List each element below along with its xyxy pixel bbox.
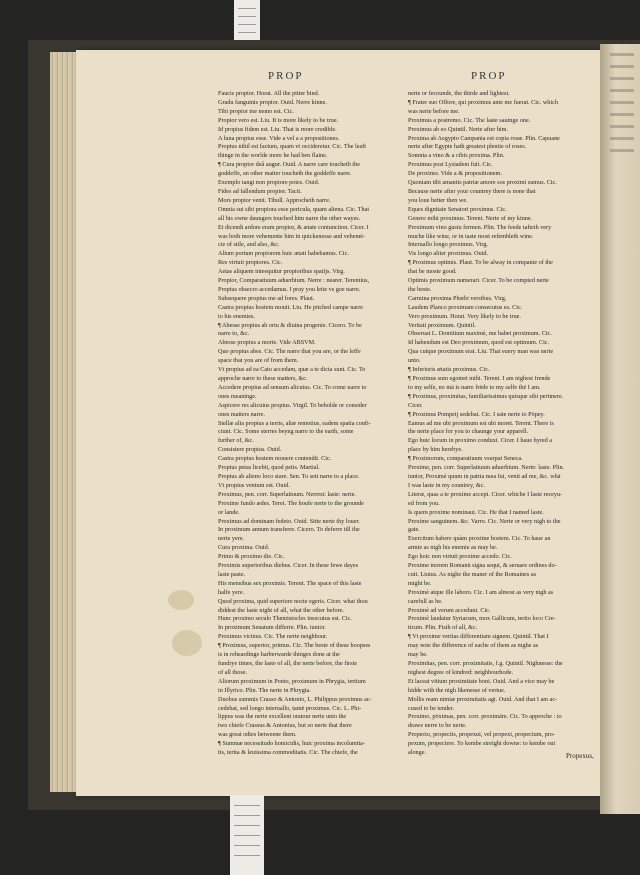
text-line: Ego huic locum in proximo conduxi. Cicer. I haue hyred a [408, 437, 552, 445]
text-line: laste paste. [218, 570, 246, 578]
text-line: narre to, &c. [218, 330, 250, 338]
text-line: Exercitum habere quàm proxime hostem. Cic. To haue an [408, 535, 551, 543]
paper-stain [172, 630, 202, 656]
text-line: lippus was the nerte excellent oratour nerte unto the [218, 713, 347, 721]
text-line: Proxime fundo ædes. Teret. The houfe nerte to the grounde [218, 499, 364, 507]
text-line: was great odtes betweene them. [218, 731, 297, 739]
text-line: thinge in the worlde more he had ben flaine. [218, 152, 328, 160]
text-line: to his enemies. [218, 312, 255, 320]
text-line: hidde with the nigh likenesse of vertue. [408, 686, 506, 694]
text-line: Propior vero est. Liu. It is more likely to be true. [218, 116, 339, 124]
text-line: Proximus ab eo Quintil. Nerte after him. [408, 125, 509, 133]
text-line: alonge. [408, 749, 427, 757]
text-line: the nerte place for you to chaunge your apparell. [408, 428, 529, 436]
text-line: Exemplo tangi non propiore potes. Ouid. [218, 179, 320, 187]
text-line: Castra propius hostem mouere contendit. Cic. [218, 455, 332, 463]
text-line: ¶ Proximus, proximitas, familiarissimus quisque sibi pertinere. [408, 392, 564, 400]
text-line: that be moste good. [408, 268, 457, 276]
text-line: Proximus vicinus. Cic. The nerte neighbour. [218, 633, 328, 641]
text-line: further of, &c. [218, 437, 254, 445]
text-line: Quoniam tibi amantis patriæ amore sos proximi sumus. Cic. [408, 179, 557, 187]
text-line: Obseruat L. Domitium maximè, me habet proximum. Cic. [408, 330, 552, 338]
text-line: iunior, Proximè quum in patria mea fui, venit ad me, &c. whā [408, 472, 561, 480]
text-line: ones meaninge. [218, 392, 257, 400]
text-line: Aetas aliquem inteequitur propioribus spatijs. Virg. [218, 268, 345, 276]
catchword: Propexus, [566, 752, 594, 760]
text-line: Quo propius abes. Cic. The narre that you are, or the leffe [218, 348, 361, 356]
text-line: Res virtuti propiores. Cic. [218, 259, 283, 267]
text-line: armie as nigh his enemie as may be. [408, 544, 498, 552]
text-line: De proximo. Vide a & propositionem. [408, 170, 502, 178]
text-line: Carmina proxima Phœbi versibus. Virg. [408, 294, 507, 302]
text-line: space that you are of from them. [218, 357, 299, 365]
text-line: or lande. [218, 508, 240, 516]
text-line: Abesse propius a morte. Vide ABSVM. [218, 339, 316, 347]
text-line: nerte yere. [218, 535, 245, 543]
text-line: might be. [408, 579, 432, 587]
text-line: Eques dignitate Senatori proximus. Cic. [408, 205, 507, 213]
text-line: all his owne daungers touched him narre the other wayes. [218, 214, 361, 222]
measuring-scale-bottom [230, 795, 264, 875]
text-line: drawe nerre to be nerte. [408, 722, 467, 730]
text-line: Propius nihil est factum, quam vt occideretur. Cic. The leaft [218, 143, 367, 151]
text-line: Cura proxima. Ouid. [218, 544, 270, 552]
text-line: Subsequere propius me ad fores. Plaut. [218, 294, 315, 302]
text-line: Proximus ad dominam fedeto. Ouid. Sitte nerte thy louer. [218, 517, 360, 525]
text-line: Fides ad fallendum propior. Tacit. [218, 187, 302, 195]
text-line: ¶ Abesse propius ab ortu & diuina progenie. Cicero. To be [218, 321, 362, 329]
text-line: tis, tertia & leuissima commoditatis. Cic. The chiefe, the [218, 749, 358, 757]
text-line: Interuallo longo proximus. Virg. [408, 241, 489, 249]
text-line: Proxima ab Aegypto Campania est copia rosæ. Plin. Capuane [408, 134, 560, 142]
text-line: Proximitas, pen. corr. proximitatis, f.g. Quintil. Nighnesse: the [408, 660, 563, 667]
text-line: nighest degree of kindred: neighbourhode. [408, 668, 513, 676]
running-head-right: PROP [471, 70, 507, 82]
text-line: Vt propius ventum est. Ouid. [218, 481, 290, 489]
text-line: ticum. Plin. Fisth of all, &c. [408, 624, 478, 632]
text-line: carefull as he. [408, 597, 443, 605]
text-line: you loue better then we. [408, 196, 468, 204]
text-line: Proximè laudatur Syriacum, mox Gallicum, tertio loco Cre- [408, 615, 556, 623]
left-column [218, 90, 418, 758]
text-line: Et dicendi ardore eram propior, & ætate coniunction. Cicer. I [218, 223, 369, 231]
text-line: cuit. Liuius. As nighe the maner of the Romaines as [408, 570, 537, 578]
text-line: Vis longo aliter proximus. Ouid. [408, 250, 489, 258]
text-line: ¶ Proximus, superior, primus. Cic. The beste of these hoopses [218, 642, 371, 650]
text-line: nerte after Egypte hath greatest plentie of roses. [408, 143, 527, 151]
text-line: ¶ Summæ necessitudo homicidis, huic proxima incolumita- [218, 740, 365, 748]
text-line: ¶ Proximus optimis. Plaut. To be alway in companie of the [408, 259, 553, 267]
text-line: Duobus summis Crasso & Antonio, L. Philippus proximus ac- [218, 695, 372, 703]
text-line: Consistere propius. Ouid. [218, 446, 282, 454]
text-line: In proximum annum transferre. Cicero. To deferre till the [218, 526, 360, 534]
text-line: I was laste in my countrey, &c. [408, 481, 485, 489]
text-line: approche narre to these matters, &c. [218, 375, 308, 382]
text-line: nerte or fecounde, the thirde and lightest. [408, 90, 510, 97]
text-line: Proximus a postremo. Cic. The laste sauinge one. [408, 116, 531, 124]
text-line: ¶ Proximorum, comparatiuum vsurpat Seneca. [408, 455, 523, 463]
text-line: was both more vehemente him in quickenesse and vehemē- [218, 232, 366, 240]
text-line: place by him herebye. [408, 446, 463, 454]
paper-stain [168, 590, 194, 610]
text-line: Propius petas licebit, quod petis. Martial. [218, 464, 320, 472]
text-line: two chiefe Crassus & Antonius, but so nerte that there [218, 722, 352, 730]
text-line: Omnia sui sibi propiora esse pericula, quam aliena. Cic. That [218, 205, 370, 213]
text-line: ¶ Proximus sum egomet mihi. Terent. I am nighest frende [408, 375, 551, 382]
text-line: Propior, Comparatiuum aduerbium. Nerre : nearer. Terentius, [218, 277, 370, 285]
text-line: Proximum vino gustu fermen. Plin. The feede tafteth very [408, 223, 552, 231]
text-line: unto. [408, 357, 421, 365]
text-line: Et laceat vitium proximitate boni. Ouid. And a vice may be [408, 677, 555, 685]
text-line: Propecto, propectis, propexui, vel propexi, propectum, pro- [408, 731, 555, 739]
text-line: Hunc proximo seculo Themistocles insecutus est. Cic. [218, 615, 352, 623]
text-line: Somnia a vino & a cibis proxima. Plin. [408, 152, 505, 160]
text-line: Veritati proximum. Quintil. [408, 321, 476, 329]
text-line: Aspicere res alicuius propius. Virgil. To beholde or consider [218, 401, 367, 409]
book-page [76, 50, 608, 796]
text-line: ones matters narre. [218, 410, 265, 418]
text-line: Genere mihi proximus. Terent. Nerte of my kinne. [408, 214, 533, 222]
text-line: Proximis superioribus diebus. Cicer. In these fewe dayes [218, 562, 359, 570]
text-line: Proxime, pen. corr. Superlatiuum aduerbium. Nerte: laste. Plin. [408, 464, 565, 472]
text-line: ¶ Cura propior deâ augur. Ouid. A narre care toucheth the [218, 161, 360, 169]
text-line: Vero proximum. Horat. Very likely to be true. [408, 312, 521, 320]
running-head-left: PROP [268, 70, 304, 82]
text-line: ciunt. Cic. Some sterres beyng narre to the earth, some [218, 428, 354, 436]
text-line: Mors propior venit. Tibull. Approcheth narre. [218, 196, 331, 204]
text-line: Propius ab alieno loco stare. Sen. To sett narre to a place. [218, 472, 360, 480]
text-line: Aliorum proximum in Ponto, proximum in Phrygia, tertium [218, 677, 366, 685]
text-line: diddest the laste night of all, what the other before. [218, 606, 344, 614]
text-line: Literæ, quas a te proxime accepi. Cicer. whiche I laste receyu- [408, 490, 563, 498]
text-line: ¶ Inferioris ætatis proximus. Cic. [408, 366, 490, 374]
text-line: Id propius fidem est. Liu. That is more credible. [218, 125, 337, 133]
text-line: Cicer. [408, 401, 423, 409]
text-line: fundrye times, the laste of all, the nerte before, the firste [218, 660, 357, 667]
text-line: Faucis propior. Horat. All the pitter bind. [218, 90, 320, 97]
text-line: Vt propius ad ea Cato accedam, quæ a te dicta sunt. Cic. To [218, 366, 366, 374]
text-line: Proximè atque ille laboro. Cic. I am almost as very nigh as [408, 588, 554, 596]
text-line: ed from you. [408, 499, 440, 507]
text-line: pexum, propectere. To kembe streight downe: to kembe out [408, 740, 556, 748]
text-line: halfe yere. [218, 588, 245, 596]
text-line: Gradu fanguinis propior. Ouid. Nerre kinne. [218, 98, 327, 106]
text-line: ¶ Vt proxime veritas differentiam signem. Quintil. That I [408, 633, 549, 641]
text-line: Propius obsecro accedamus. I pray you lette vs goe narre. [218, 285, 361, 293]
text-line: the beste. [408, 285, 432, 293]
text-line: Is quem proxime nominaui. Cic. He that I named laste. [408, 508, 544, 516]
text-line: Proximus, pen. corr. Superlatiuum. Nerrest: laste: nerte. [218, 490, 356, 498]
text-line: Tibi propior me nemo est. Cic. [218, 107, 294, 115]
text-line: in Illyrico. Plin. The nerte in Phrygia. [218, 686, 311, 694]
text-line: Proximo, pōximas, pen. corr. proximāre. Cic. To approche : to [408, 713, 562, 721]
text-line: His mensibus sex proximis. Terent. The space of this laste [218, 579, 362, 587]
text-line: Castra propius hostem mouit. Liu. He pitched campe narre [218, 303, 364, 311]
text-line: to my selfe, no mā is narre frēde to my selfe thē I am. [408, 383, 541, 391]
text-line: Qua cuique proximum erat. Liu. That euery man was nerte [408, 348, 554, 356]
text-line: cie of stile, and also, &c. [218, 241, 280, 249]
text-line: Because nerte after your countrey there is none that [408, 187, 536, 195]
facing-page-edge [600, 44, 640, 814]
text-line: Eamus ad me ubi proximum est ubi moret. Terent. There is [408, 419, 554, 427]
text-line: Proximè ad verum accedunt. Cic. [408, 606, 491, 614]
text-line: Proxime sanguinem. &c. Varro. Cic. Nerte or very nigh to the [408, 517, 561, 525]
text-line: In proximum Senatum differre. Plin. iunior. [218, 624, 326, 632]
text-line: cused to be tender. [408, 704, 455, 712]
text-line: muche like wine, or in taste most refembleth wine. [408, 232, 534, 240]
text-line: of all those. [218, 668, 248, 676]
text-line: Id habendum est Deo proximum, quod est optimum. Cic. [408, 339, 550, 347]
text-line: Proxime morem Romanū signa sequi, & seruare ordines do- [408, 562, 557, 570]
text-line: ¶ Frater suo Offore, qui proximus ante me fuerat. Cic. which [408, 98, 558, 106]
text-line: is in reheardinge harberwarde thinges done at the [218, 651, 340, 659]
text-line: may be. [408, 651, 428, 659]
text-line: Proximus post Lysiadem fuit. Cic. [408, 161, 493, 169]
text-line: A luna propius esse. Vide a vel a a propositiones. [218, 134, 340, 142]
text-line: ¶ Proximus Pompeij sedebat. Cic. I sate nerte to Pōpey. [408, 410, 545, 418]
text-line: Primo & proximo die. Cic. [218, 553, 285, 561]
text-line: Stellæ alia propius a terris, aliæ remotius, eadem spatia confi- [218, 419, 371, 427]
right-column [408, 90, 608, 758]
text-line: gate. [408, 526, 420, 534]
text-line: Ego hoic non virtuti proxime accedo. Cic. [408, 553, 512, 561]
text-line: cedebat, sed longo interuallo, tamē proximus. Cic. L. Phi- [218, 704, 362, 712]
text-line: may note the difference of eache of them as nighe as [408, 642, 539, 650]
text-line: was nerte before me. [408, 107, 460, 115]
text-line: Alium portum propiorem huic ætati habebamus. Cic. [218, 250, 349, 258]
text-line: Mollis ream nimiæ proximitatis agi. Ouid. And that I am ac- [408, 695, 558, 703]
text-line: Optimis proximum numerari. Cicer. To be compted nerte [408, 277, 549, 285]
text-line: Laudem Planco proximam consecutus es. Cic. [408, 303, 523, 311]
text-line: Quod proxima, quid superiore nocte egeris. Cicer. what thou [218, 597, 368, 605]
text-line: Accedere propius ad sensum alicuius. Cic. To come narre to [218, 383, 367, 391]
text-line: goddeffe, an other matter toucheth the goddeffe narre. [218, 170, 352, 178]
